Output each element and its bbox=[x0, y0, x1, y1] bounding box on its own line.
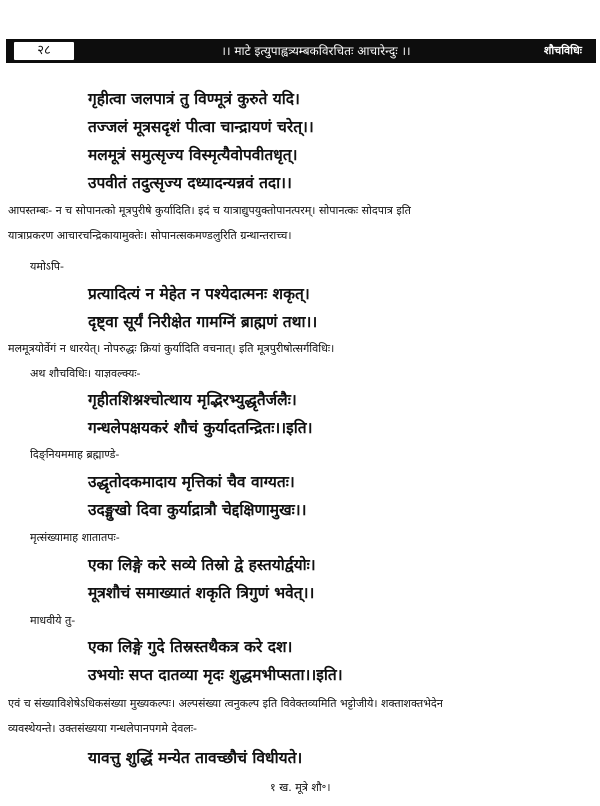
prose-line: मलमूत्रयोर्वेगं न धारयेत्। नोपरुद्धः क्रियां कुर्यादिति वचनात्। इति मूत्रपुरीषोत्सर्गविधिः। bbox=[8, 342, 335, 355]
verse-line: प्रत्यादित्यं न मेहेत न पश्येदात्मनः शकृत्। bbox=[88, 284, 310, 303]
verse-line: तज्जलं मूत्रसदृशं पीत्वा चान्द्रायणं चरेत्।। bbox=[88, 117, 314, 136]
page-number: २८ bbox=[13, 41, 75, 61]
verse-line: मलमूत्रं समुत्सृज्य विस्मृत्यैवोपवीतधृत्। bbox=[88, 145, 298, 164]
prose-line: एवं च संख्याविशेषेऽधिकसंख्या मुख्यकल्पः। अल्पसंख्या त्वनुकल्प इति विवेक्तव्यमिति भट्टोजीये। शक्ताशक्तभेदेन bbox=[8, 697, 443, 710]
prose-line: यात्राप्रकरण आचारचन्द्रिकायामुक्तेः। सोपानत्सकमण्डलुरिति ग्रन्थान्तराच्च। bbox=[8, 229, 292, 242]
running-title: ।। माटे इत्युपाह्वत्र्यम्बकविरचितः आचारेन्दुः ।। bbox=[221, 44, 411, 58]
verse-line: गृहीतशिश्नश्चोत्थाय मृद्भिरभ्युद्धृतैर्जलैः। bbox=[88, 390, 297, 409]
verse-line: मूत्रशौचं समाख्यातं शकृति त्रिगुणं भवेत्।। bbox=[88, 583, 315, 602]
verse-line: दृष्ट्वा सूर्यं निरीक्षेत गामग्निं ब्राह्मणं तथा।। bbox=[88, 312, 318, 331]
prose-line: आपस्तम्बः- न च सोपानत्को मूत्रपुरीषे कुर्यादिति। इदं च यात्राद्युपयुक्तोपानत्परम्। सोपानत्कः सोदपात्र इति bbox=[8, 204, 411, 217]
section-title: शौचविधिः bbox=[543, 44, 582, 57]
page-header bbox=[6, 39, 596, 63]
verse-line: एका लिङ्गे गुदे तिस्रस्तथैकत्र करे दश। bbox=[88, 637, 293, 656]
verse-line: उद्धृतोदकमादाय मृत्तिकां चैव वाग्यतः। bbox=[88, 472, 295, 491]
verse-line: एका लिङ्गे करे सव्ये तिस्रो द्वे हस्तयोर्द्वयोः। bbox=[88, 555, 316, 574]
prose-line: व्यवस्थेयन्ते। उक्तसंख्यया गन्धलेपानपगमे देवलः- bbox=[8, 722, 198, 735]
footnote: १ ख. मूत्रे शौ॰। bbox=[270, 781, 331, 794]
attribution: माधवीये तु- bbox=[30, 614, 76, 627]
verse-line: उदङ्मुखो दिवा कुर्याद्रात्रौ चेद्दक्षिणामुखः।। bbox=[88, 500, 307, 519]
verse-line: उपवीतं तदुत्सृज्य दध्यादन्यन्नवं तदा।। bbox=[88, 173, 292, 192]
verse-line: उभयोः सप्त दातव्या मृदः शुद्धमभीप्सता।।इति। bbox=[88, 665, 343, 684]
attribution: अथ शौचविधिः। याज्ञवल्क्यः- bbox=[30, 367, 141, 380]
attribution: दिङ्नियममाह ब्रह्माण्डे- bbox=[30, 448, 120, 461]
verse-line: गन्धलेपक्षयकरं शौचं कुर्यादतन्द्रितः।।इति। bbox=[88, 418, 313, 437]
attribution: मृत्संख्यामाह शातातपः- bbox=[30, 531, 120, 544]
verse-line: यावत्तु शुद्धिं मन्येत तावच्छौचं विधीयते। bbox=[88, 748, 303, 767]
verse-line: गृहीत्वा जलपात्रं तु विण्मूत्रं कुरुते यदि। bbox=[88, 89, 300, 108]
attribution: यमोऽपि- bbox=[30, 260, 65, 273]
